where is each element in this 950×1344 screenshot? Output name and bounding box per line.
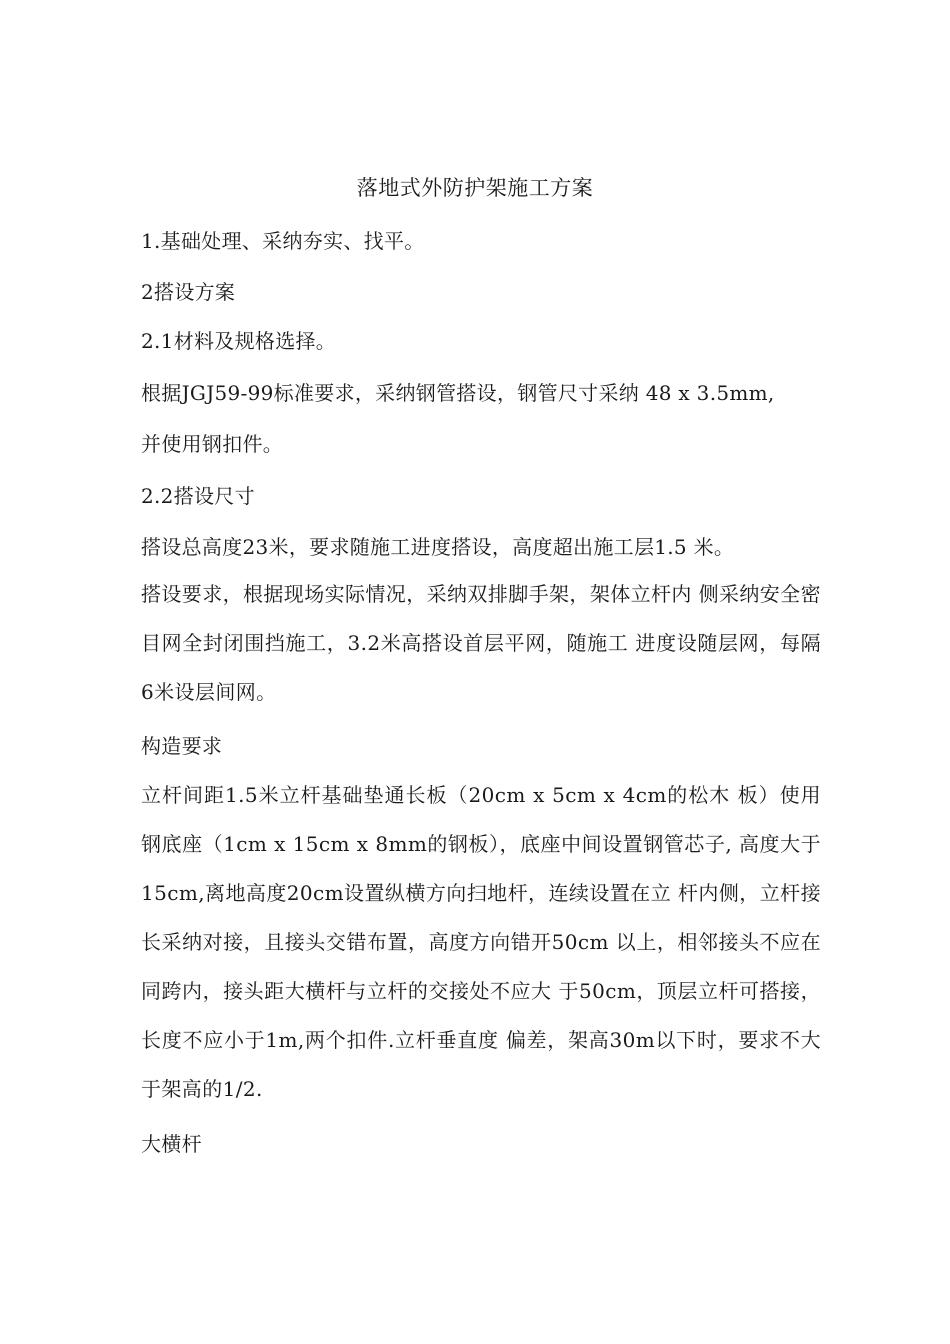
materials-paragraph-line-1: 根据JGJ59-99标准要求，采纳钢管搭设，钢管尺寸采纳 48 x 3.5mm,	[141, 381, 775, 405]
construction-paragraph: 立杆间距1.5米立杆基础垫通长板（20cm x 5cm x 4cm的松木 板）使用钢底座（1cm x 15cm x 8mm的钢板），底座中间设置钢管芯子, 高度大于15cm,离地高度20cm设置纵横方向扫地杆，连续设置在立 杆内侧，立杆接长采纳对接，且接头交错布置，高度方向错开50cm 以上，相邻接头不应在同跨内，接头距大横杆与立杆的交接处不应大 于50cm，顶层立杆可搭接，长度不应小于1m,两个扣件.立杆垂直度 偏差，架高30m以下时，要求不大于架高的1/2.	[141, 783, 821, 1101]
document-title: 落地式外防护架施工方案	[356, 176, 594, 200]
section-1-heading: 1.基础处理、采纳夯实、找平。	[141, 229, 425, 253]
section-2-2-heading: 2.2搭设尺寸	[141, 484, 255, 508]
materials-paragraph-line-2: 并使用钢扣件。	[141, 432, 284, 456]
ledger-heading: 大横杆	[141, 1132, 202, 1156]
requirements-paragraph: 搭设要求，根据现场实际情况，采纳双排脚手架，架体立杆内 侧采纳安全密目网全封闭围挡施工，3.2米高搭设首层平网，随施工 进度设随层网，每隔6米设层间网。	[141, 582, 821, 704]
section-2-1-heading: 2.1材料及规格选择。	[141, 329, 337, 353]
construction-requirements-heading: 构造要求	[141, 734, 223, 758]
height-paragraph: 搭设总高度23米，要求随施工进度搭设，高度超出施工层1.5 米。	[141, 535, 735, 559]
section-2-heading: 2搭设方案	[141, 280, 236, 304]
